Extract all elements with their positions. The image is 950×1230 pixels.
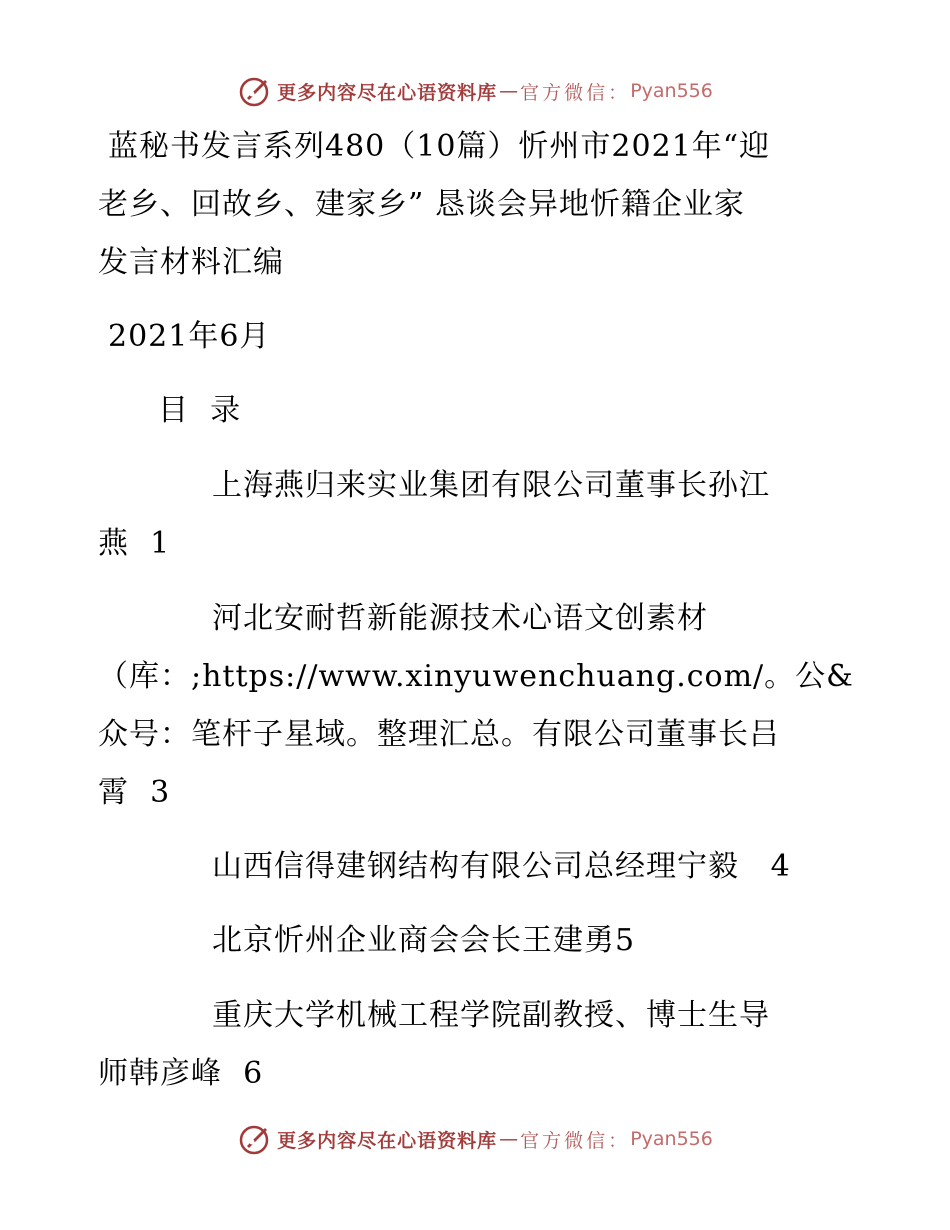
toc-entry-4[interactable]: 北京忻州企业商会会长王建勇5 xyxy=(212,923,636,958)
toc-heading: 目 录 xyxy=(158,393,242,428)
watermark-banner-bottom xyxy=(0,1119,950,1159)
document-title-line-1: 蓝秘书发言系列480（10篇）忻州市2021年“迎 xyxy=(108,129,771,164)
toc-entry-2-line-2[interactable]: （库：;https://www.xinyuwenchuang.com/。公& xyxy=(98,659,854,694)
watermark-banner-top xyxy=(0,71,950,111)
watermark-lead: 更多内容尽在心语资料库 xyxy=(277,81,498,104)
watermark-separator: — xyxy=(499,1128,519,1150)
toc-entry-5-line-1[interactable]: 重庆大学机械工程学院副教授、博士生导 xyxy=(212,998,770,1033)
toc-entry-1-line-2[interactable]: 燕 1 xyxy=(98,526,171,561)
watermark-tail: 官方微信： xyxy=(520,81,631,104)
toc-entry-2-line-4[interactable]: 霄 3 xyxy=(98,775,171,810)
watermark-wechat: Pyan556 xyxy=(630,80,713,102)
watermark-tail: 官方微信： xyxy=(520,1129,631,1152)
watermark-lead: 更多内容尽在心语资料库 xyxy=(277,1129,498,1152)
document-date: 2021年6月 xyxy=(108,319,271,354)
watermark-wechat: Pyan556 xyxy=(630,1128,713,1150)
toc-entry-3[interactable]: 山西信得建钢结构有限公司总经理宁毅 4 xyxy=(212,849,791,884)
pen-logo-icon xyxy=(237,1122,273,1156)
document-title-line-2: 老乡、回故乡、建家乡” 恳谈会异地忻籍企业家 xyxy=(98,187,745,222)
toc-entry-1-line-1[interactable]: 上海燕归来实业集团有限公司董事长孙江 xyxy=(212,468,770,503)
toc-entry-2-line-1[interactable]: 河北安耐哲新能源技术心语文创素材 xyxy=(212,601,708,636)
toc-entry-2-line-3[interactable]: 众号：笔杆子星域。整理汇总。有限公司董事长吕 xyxy=(98,717,780,752)
toc-entry-5-line-2[interactable]: 师韩彦峰 6 xyxy=(98,1056,264,1091)
pen-logo-icon xyxy=(237,74,273,108)
watermark-separator: — xyxy=(499,80,519,102)
document-title-line-3: 发言材料汇编 xyxy=(98,245,284,280)
